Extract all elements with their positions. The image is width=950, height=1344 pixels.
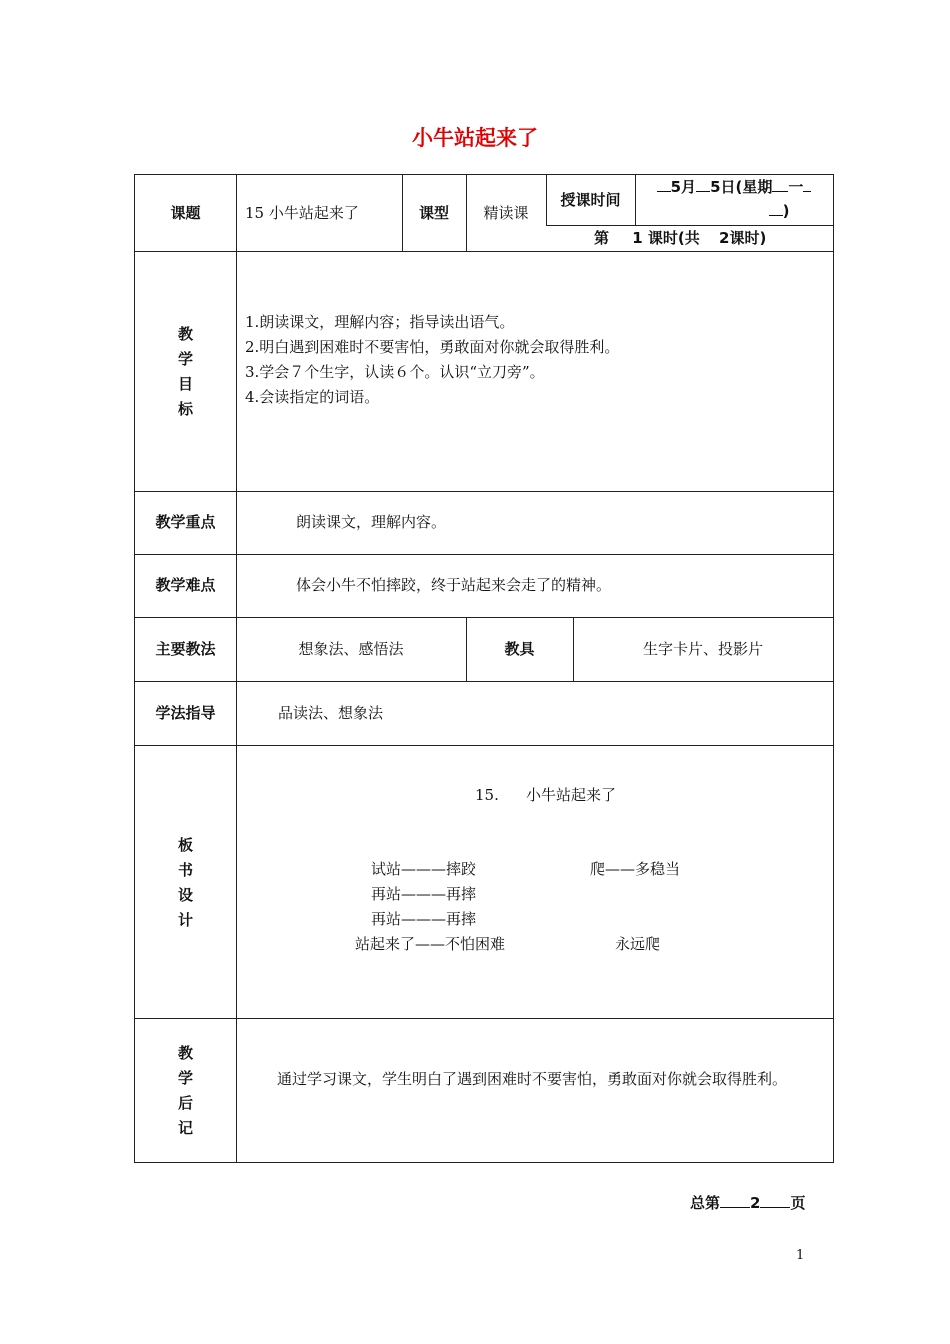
study-guide-label: 学法指导: [155, 704, 216, 722]
objectives-label-char: 标: [177, 400, 193, 418]
date-month-unit: 月: [681, 178, 697, 196]
period-suffix: 课时): [729, 229, 767, 247]
period-total: 2: [719, 229, 730, 247]
total-page-footer: [690, 1192, 805, 1213]
objectives-label-char: 学: [177, 350, 193, 368]
board-left-line: 再站———再摔: [371, 885, 477, 903]
page-title: 小牛站起来了: [412, 126, 538, 150]
key-point-value: 朗读课文，理解内容。: [296, 513, 447, 531]
key-point-label: 教学重点: [155, 513, 216, 531]
type-label: 课型: [418, 204, 449, 222]
reflection-label-char: 记: [177, 1119, 193, 1137]
footer-prefix: 总第: [690, 1194, 721, 1212]
board-label: [135, 833, 236, 933]
method-label: 主要教法: [155, 640, 216, 658]
row-divider: [135, 681, 833, 682]
row-divider: [135, 251, 833, 252]
period-mid: 课时(共: [647, 229, 700, 247]
date-day-unit: 日(星期: [720, 178, 773, 196]
page-number: 1: [796, 1248, 805, 1263]
reflection-text: 通过学习课文，学生明白了遇到困难时不要害怕，勇敢面对你就会取得胜利。: [277, 1070, 788, 1088]
board-left-line: 再站———再摔: [371, 910, 477, 928]
reflection-label-char: 教: [177, 1044, 193, 1062]
objective-item: 1.朗读课文，理解内容；指导读出语气。: [245, 313, 515, 331]
reflection-label: [135, 1041, 236, 1141]
objective-item: 4.会读指定的词语。: [245, 388, 380, 406]
row-divider: [135, 491, 833, 492]
difficulty-value: 体会小牛不怕摔跤，终于站起来会走了的精神。: [296, 576, 612, 594]
date-close: ): [782, 202, 790, 220]
tools-label: 教具: [504, 640, 535, 658]
board-label-char: 计: [177, 911, 193, 929]
difficulty-label: 教学难点: [155, 576, 216, 594]
column-divider: [236, 175, 237, 1162]
objectives-list: [245, 310, 825, 410]
objective-item: 3.学会７个生字，认读６个。认识“立刀旁”。: [245, 363, 545, 381]
board-label-char: 书: [177, 861, 193, 879]
tools-value: 生字卡片、投影片: [642, 640, 763, 658]
study-guide-value: 品读法、想象法: [278, 704, 384, 722]
footer-page: 2: [750, 1194, 761, 1212]
topic-value: 15 小牛站起来了: [245, 204, 359, 222]
board-label-char: 设: [177, 886, 193, 904]
board-right-line: 爬——多稳当: [590, 860, 681, 878]
type-value: 精读课: [483, 204, 529, 222]
row-divider: [135, 1018, 833, 1019]
row-divider: [135, 554, 833, 555]
date-month: 5: [670, 178, 682, 196]
row-divider: [135, 617, 833, 618]
board-right-line: 永远爬: [615, 935, 661, 953]
reflection-label-char: 学: [177, 1069, 193, 1087]
period-prefix: 第: [594, 229, 610, 247]
board-heading-title: 小牛站起来了: [526, 786, 617, 804]
board-left-line: 站起来了——不怕困难: [355, 935, 506, 953]
lesson-plan-table: [134, 174, 834, 1163]
objectives-label-char: 目: [177, 375, 193, 393]
period-number: 1: [632, 229, 643, 247]
objectives-label-char: 教: [177, 325, 193, 343]
row-divider: [135, 745, 833, 746]
objective-item: 2.明白遇到困难时不要害怕，勇敢面对你就会取得胜利。: [245, 338, 620, 356]
period-info: [546, 226, 833, 250]
board-left-line: 试站———摔跤: [371, 860, 477, 878]
board-heading-number: 15.: [475, 786, 499, 804]
date-weekday: 一: [788, 178, 804, 196]
objectives-label: [135, 322, 236, 422]
method-value: 想象法、感悟法: [298, 640, 404, 658]
footer-suffix: 页: [790, 1194, 806, 1212]
board-label-char: 板: [177, 836, 193, 854]
date-day: 5: [710, 178, 721, 196]
lesson-date: [635, 175, 833, 223]
topic-label: 课题: [170, 204, 201, 222]
time-label: 授课时间: [560, 191, 621, 209]
reflection-label-char: 后: [177, 1094, 193, 1112]
